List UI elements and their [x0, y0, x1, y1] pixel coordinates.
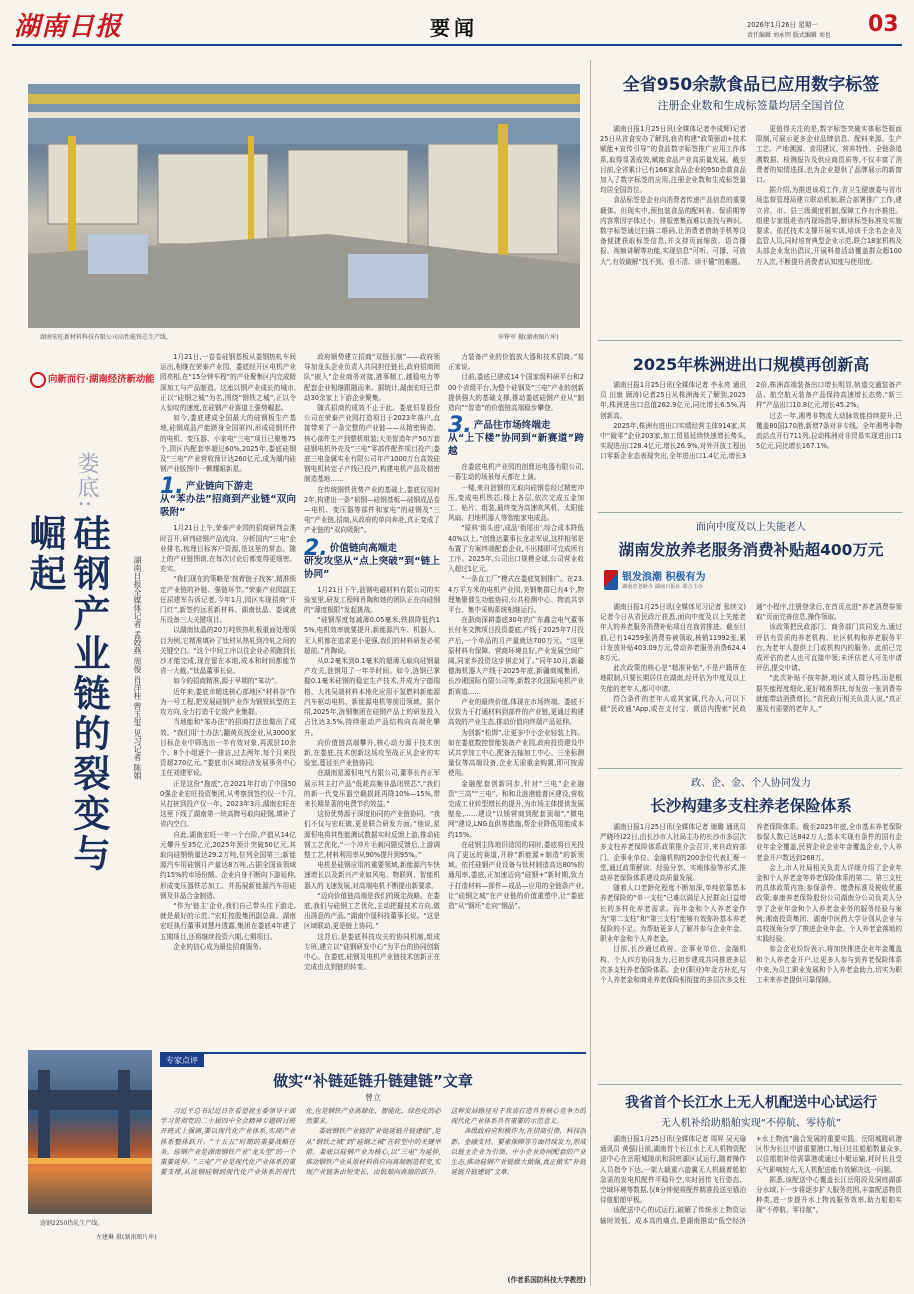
feature-paragraph: 目前,娄底已建成14个国家级科研平台和200个省级平台,为整个硅钢及“三电”产业的创新提供强大的基础支撑,推动娄底硅钢产业从“制造向”“智造”的价值链高端稳步攀登。: [448, 373, 584, 413]
drone-paragraph: 据悉,该配送中心覆盖长江岳阳段及洞庭湖部分水域,下一步将逐步扩大服务范围,丰富配送物资种类,进一步提升水上物流服务效率,助力船舶实现“不停航、零待航”。: [756, 1175, 902, 1215]
feature-col-1: [160, 352, 296, 1042]
silver-wave-logo: [604, 568, 736, 598]
hot-rolling-illustration: [28, 1050, 152, 1214]
fdp-paragraph: 更值得关注的是,数字标签突破实体标签版面限制,可展示更多企业品牌信息、配料来源、生产工艺、产地溯源、食用建议、营养特性、全链条追溯数据、检测报告及供应商资质等,不仅丰富了消费者的知情选择,也为企业提供了品牌展示的新窗口。: [756, 125, 902, 185]
zhuzhou-paragraph: 2025年,株洲有进出口实绩经营主体914家,其中“破零”企业203家,加工贸易延续快速增长势头,实现进出口28.4亿元,增长26.9%,对外开放工程出口零新企业态表现突出,全年进出口1.4亿元,增长32倍,株洲高端装备出口增长明显,轨道交通装备产品、航空航天装备产品保持高速增长态势,“新三样”产品出口10.8亿元,增长45.2%。: [600, 381, 902, 461]
feature-col-3: [448, 352, 584, 1042]
fdp-body: [600, 124, 902, 334]
feature-paragraph: “我们现在的策略是‘按着链子找客’,精准锁定产业链的补链、强链环节。”荣泰产业园副主任屈建军告诉记者,今年1月,园区实现招商“开门红”,新签约远茗新材料、湖南钛晶、娄诚液压设备三大关键项目。: [160, 575, 296, 625]
commentary-paragraph: 各级政府应积极作为,在招商引资、科技创新、金融支持、要素保障等方面持续发力,形成以链主企业为引领、中小企业协同配套的产业生态,推动硅钢产业链做大做强,真正做实“补链延链升链建链”文章。: [450, 1127, 586, 1177]
feature-paragraph: 在传统钢铁优势产业的基础上,娄底仅用时2年,构建出一条“祖钢—硅钢基板—硅钢成品卷—电机、变压器等部件和家电”的硅钢及“三电”产业链,招商,从政府的单向奔赴,真正变成了产业链的“双向吸附”。: [304, 485, 440, 535]
changsha-paragraph: 参会企业纷纷表示,将加快推进企业年金覆盖和个人养老金开户,让更多人参与到养老保险体系中来,为员工职业发展和个人养老金助力,切实为职工未来养老提供可靠保障。: [756, 945, 902, 985]
feature-paragraph: 正是这份“拖底”,在2021年打动了中国500强企业宏旺投资集团,从考察到签约仅一个月,从打桩到投产仅一年。2023年3月,湖南宏旺在这里下线了湖南第一块高牌号取向硅钢,填补了省内空白。: [160, 779, 296, 829]
feature-paragraph: “迈向价值链高端是我们的既定战略。在娄底,我们与硅钢工艺优化,主动把握技术方向,做出满意的产品。”湖南中晟科技董事长说。“这是区域联动,更是链上协同。”: [304, 891, 440, 931]
section-2-head: [304, 535, 440, 581]
newspaper-logo: 湖南日报: [14, 12, 123, 42]
feature-paragraph: 以湖南钛晶的20万吨铁热轧板重面处理项目为例,它精准填补了钛材从热轧到冷轧之间的关键空白。“这个中间工序以往企业必须跑到长沙才能完成,现在留在本地,成本和时间都能节省一大截。”钛晶董事长说。: [160, 626, 296, 676]
commentary-tag: 专家点评: [160, 1054, 204, 1067]
divider: [598, 512, 902, 513]
feature-paragraph: 产业的最终价值,体现在市场终端。娄底不仅致力于打通材料到部件的产业链,更通过构建高效的产业生态,推动价值向终端产品延伸。: [448, 697, 584, 727]
changsha-paragraph: 目前,长沙通过政府、企事业单位、金融机构、个人四方协同发力,已初步建成共同推进多层次多支柱养老保险体系。企业(职业)年金方补充,与个人养老金和商业养老保险相衔接的多层次多支柱养老保险体系。截至2025年底,全市基本养老保险参保人数已达842万人;基本实现有条件的国有企业年金全覆盖,民营企业企业年金覆盖企业,个人养老金开户数达到268万。: [600, 823, 902, 985]
feature-intro-paragraph: 如今,娄底建成全国最大的硅钢板生产基地,硅钢成品产能跻身全国第四,形成硅钢坯件的电机、变压器、小家电“三电”项目已聚集75个,园区内配套率超过60%,2025年,娄底硅钢及“三电”产业营收预计达260亿元,成为湖内硅钢产业版图中一颗耀眼新星。: [160, 414, 296, 474]
bottom-photo-credit: 左建琳 摄(湖南图片库): [96, 1234, 157, 1241]
feature-paragraph: 近年来,娄底市精选核心部地区“材料谷”作为一号工程,把发展硅钢产业作为钢铁转型的主攻方向,全力打造千亿级产业集群。: [160, 687, 296, 717]
section-1-number: 1.: [160, 474, 184, 500]
feature-paragraph: 金融配套创新同步,针对“三电”企业融资“三高”“三电”、和和北涟港能普区建设,营收完成工业转型增长的提升,为市场主体提供发展壁垒,……建设“以镁营商到配套顶端”,“微电网”建设,LNG直供等措施,帮企业降低用能成本约15%。: [448, 779, 584, 839]
section-1-title: 产业链向下游走: [185, 481, 253, 493]
fdp-paragraph: 食品标签是企业向消费者传递产品信息的重要载体。但现实中,预包装食品的配料表、保质期等内容常因字体过小、排版密集而难以查找与辨识。数字标签通过扫描二维码,让消费者借助手机等设备便捷获取标签信息,并支持页面缩放、语音播报、视频讲解等功能,实现信息“可听、可播、可放大”,有效破解“找不到、看不清、读不懂”的难题。: [600, 196, 746, 266]
section-3-title: 产品往市场终端走: [473, 420, 551, 432]
zhuzhou-body: [600, 380, 902, 506]
feature-byline: 湖南日报全媒体记者 孟姣燕 周俊 肖洋桂 曾玉玺 见习记者 陈娟: [133, 556, 142, 780]
feature-paragraph: “作为‘链主’企业,我们自己带头往下游走,就是最好的示范。”宏旺控股集团副总裁、湖南宏旺执行董事刘慧丹透露,集团在娄底4年建了五期项目,还将继续投资六期,七期项目。: [160, 901, 296, 941]
section-3-number: 3.: [448, 413, 472, 439]
feature-paragraph: 为创新“松绑”,让更多中小企业轻装上阵。如在娄底数控智能装备产业园,政府投资建设中试共享加工中心,配备五轴加工中心、三坐标测量仪等高端设备,企业无需重金购置,即可按需使用。: [448, 728, 584, 778]
feature-paragraph: 这背后,是娄底科技攻关的协同机制,组成专班,建立以“硅钢研发中心”为平台的协同创新中心。在娄底,硅钢及电机产业链技术创新正在完成由点到链的转变。: [304, 932, 440, 972]
feature-headline: 硅钢产业链的裂变与崛起: [23, 514, 110, 874]
elderly-paragraph: 此次政策的核心是“精准补贴”,不是户籍所在地限制,只要长期居住在湖南,经评估为中度及以上失能的老年人,都可申请。: [600, 664, 746, 693]
elderly-paragraph: “此次补贴不按年龄,地区或人群分档,而是根据失能程度细化,更好精准帮扶,每发放一张消费券就能带动消费增长。”省民政厅相关负责人说,“真正惠及有需要的老年人。”: [756, 674, 902, 714]
fdp-paragraph: 据介绍,为推进该项工作,省卫生健康委与省市场监督管理局建立联动机制,联合部署推广工作,建立省、市、县三级调度机制,保障工作有序推进。组建专家组赴省内现场指导,解读标签标准及实施要求。依托技术支撑开展实训,培训千余名企业及监管人员,同时培育典型企业示范,联合18家机构及头部企业发出倡议,开展科普活动覆盖群众超100万人次,不断提升消费者认知度与使用度。: [756, 186, 902, 266]
column-banner: [30, 370, 170, 392]
elderly-paragraph: 该政策把民政部门、商务部门共同发力,通过评估有资质的养老机构、社区机构和养老服务平台,为老年人提供上门或机构内的服务。此前已完成评估的老人也可直接申领;未评估老人可先申请评估,提交申请。: [756, 623, 902, 673]
changsha-body: [600, 822, 902, 1078]
commentary-body: [160, 1106, 586, 1274]
feature-paragraph: 自此,湖南宏旺一年一个台阶,产值从14亿元攀升至35亿元,2025年预计突破50亿元,其取向硅钢销量达29.2万吨,位列全国第三;新能源汽车用硅钢月产量达8万吨,占据全国该领域约15%的市场份额。企业自身不断向下游延伸,形成变压器铁芯加工、并拓展新能源汽车用硅钢及非晶合金制造。: [160, 830, 296, 900]
feature-paragraph: 1月21日上午,荣泰产业园的招商研判会准时召开,研判硅钢产品流向、分析国内“三电”企业排名,梳理目标客户资源,是这里的常态。随上的产业链图谱,在每次讨论后都变得更细密、充实。: [160, 524, 296, 574]
zhuzhou-paragraph: 过去一年,湘粤非物流大动脉效能持续提升,已覆盖80国170港,新增7条对非专线。全年湘粤非物流站点开行711列,拉动株洲对非贸易实现进出口15亿元,同比增长167.1%。: [756, 411, 902, 451]
feature-kicker: 娄底:: [74, 452, 99, 510]
column-divider: [590, 60, 591, 1286]
drone-headline: 我省首个长江水上无人机配送中心试运行: [625, 1095, 877, 1111]
silver-wave-title: 银发浪潮 积极有为: [622, 572, 706, 583]
fdp-headline: 全省950余款食品已应用数字标签: [622, 75, 880, 95]
zhuzhou-paragraph: 湖南日报1月25日讯(全媒体记者 李永亮 通讯员 田康 顾涛)记者25日从株洲海关了解到,2025年,株洲进出口总值262.9亿元,同比增长6.5%,再创新高。: [600, 381, 746, 420]
silver-wave-icon: [604, 570, 618, 590]
masthead: [0, 0, 914, 44]
changsha-paragraph: 湖南日报1月25日讯(全媒体记者 谢璐 通讯员 严晓玲)22日,由长沙市人社局主办的长沙市多层次多支柱养老保险体系政策推介会召开,来自政府部门、企事业单位、金融机构的200余位代表汇聚一堂,通过政策解读、经验分享、实地体验等形式,推动养老保险体系建设高质量发展。: [600, 823, 746, 883]
photo-caption: 湖南宏旺新材料科技有限公司高性能铁芯生产线。: [40, 334, 173, 341]
changsha-kicker: 政、企、金、个人协同发力: [691, 778, 811, 789]
feature-paragraph: 在娄底电机产业园的创鼎达电器有限公司,一幕生动的场景每天都在上演。: [448, 463, 584, 482]
fdp-subheadline: 注册企业数和生成标签量均居全国首位: [657, 99, 845, 112]
feature-paragraph: 从0.2毫米到0.1毫米的超薄无取向硅钢量产攻关,涟钢用了一年半时间。如今,涟钢已掌握0.1毫米硅钢的稳定生产技术,并成为宁德瑞格、大兆吴端材料本地化应用于氢燃料新能源汽车驱动电机、新能源电机等前沿领域。据介绍,2025年,涟钢集团在硅钢产品上的研发投入占比达3.5%,持续驱动产品结构向高端化攀升。: [304, 657, 440, 737]
silver-wave-sub: 湖南省老龄办 湖南日报社 联合主办: [622, 584, 704, 590]
feature-paragraph: 在硅钢主阵地旧造园的同时,娄底将目光投向了更远的赛道,开辟“新能源+制造”的新领域。依托硅钢产业设备与钛材制造高达80%的通用率,娄底,正加速迈向“硅钢+”新时期,致力于打造材料—部件—成品—应用的全链条产业,让“硅钢之城”在产业链的价值重塑中,让“娄底造”从“钢坯”走向“钢品”。: [448, 840, 584, 910]
elderly-headline: 湖南发放养老服务消费补贴超400万元: [618, 541, 884, 559]
hot-rolling-photo: [28, 1050, 152, 1214]
feature-paragraph: 随式招商的成效不止于此。娄底恒显股份公司在荣泰产业园打造项目于2023年落户,直接带来了一条完整的产业链——从精密铸造、核心部件生产到整机组装;大美智造年产50万套硅钢电机外壳及“三电”零部件配件项目投产;娄底三电金属实业有限公司年产1000万台高效硅钢电机转定子产线已投产,构建电机产品及精密制造基地……: [304, 404, 440, 484]
changsha-headline: 长沙构建多支柱养老保险体系: [650, 797, 852, 815]
drone-paragraph: 湖南日报1月25日讯(全媒体记者 周昇 吴天瑜 通讯员 黄强)日前,湖南首个长江水上无人机物资配送中心在岳阳城陵矶和洞庭湖区试运行,随着操作人员指令下达,一架大载重六旋翼无人机载着船舶急需的发电机配件平稳升空,实时回传飞行姿态、空域环境等数据,仅8分钟便将配件精准投送至锚泊待航船舶甲板。: [600, 1135, 746, 1205]
feature-paragraph: 一楼,来自涟钢的无取向硅钢卷经过精密冲压,变成电机铁芯;楼上各层,依次完成五金加工、贴片、组装,最终变为高速吹风机、太阳能风扇、扫地机器人等智能家电成品。: [448, 483, 584, 523]
column-banner-icon: [30, 372, 46, 388]
feature-paragraph: “一条直工厂”模式在娄底复制推广。在23.4万平方米的电机产业园,美钢集群已有4个,物理集聚催生功能协同,公共检测中心、物流共享平台、集中采购系统相继运行。: [448, 575, 584, 615]
page-number: 03: [868, 12, 899, 37]
section-2-number: 2.: [304, 535, 328, 561]
elderly-paragraph: 符合条件的老年人或其家属,代办人,可以下载“民政通”App,或在支付宝、微信内搜索“民政通”小程序,注册登录后,在首页点进“养老消费券领取”页面完善信息,操作领取。: [600, 603, 902, 714]
changsha-paragraph: 会上,市人社局相关负责人详细介绍了企业年金和个人养老金等养老保险体系的第二、第三支柱的具体政策内容;参保条件、缴费标准及税收优惠政策;泰康养老保险股份公司湖南分公司负责人分享了企业年金和个人养老金业务的服务经验与案例;湘南投资集团、湖南中医药大学分别从企业与高校视角分享了推进企业年金、个人养老金落地的实践经验。: [756, 863, 902, 944]
issue-date: 2026年1月26日 星期一: [747, 21, 819, 29]
factory-illustration: [28, 84, 580, 328]
factory-photo: [28, 84, 580, 328]
photo-credit: 申铮军 摄(湖南图片库): [498, 334, 559, 341]
feature-paragraph: 在湖南星源恒电气有限公司,董事长肖正军展示其主打产品“低耗高频非晶闭铁芯”,“我们的新一代变压器空载损耗再降10%—15%,带来长期显著的电费节约效益。”: [304, 769, 440, 808]
changsha-paragraph: 随着人口老龄化程度不断加深,单纯依靠基本养老保险的“单一支柱”已难以满足人民群众日益增长的多样化养老需求。而年金和个人养老金作为“第二支柱”和“第三支柱”能够有效弥补基本养老保险的不足。为帮助更多人了解并参与企业年金、职业年金和个人养老金。: [600, 884, 746, 944]
feature-col-2: [304, 352, 440, 1042]
section-1-subtitle: 从“苯办法”招商到产业链“双向吸附”: [160, 494, 296, 519]
commentary-author: 曾立: [365, 1093, 381, 1102]
section-3-subtitle: 从“上下楼”协同到“新赛道”跨越: [448, 433, 584, 458]
feature-intro-paragraph: 1月21日,一卷卷硅钢基板从娄钢热轧车间运出,相继在荣泰产业园、娄底经开区电机产业园亮相,在“15分钟车程”的产业聚集区内完成精深加工与产品制造。这座以钢产业成长的城市,正以“硅钢之城”为名,围绕“钢铁之城”,正以令人惊叹的速度,在硅钢产业赛道上强势崛起。: [160, 353, 296, 413]
feature-paragraph: 企业的信心成为最佳招商服务。: [173, 942, 266, 951]
divider: [598, 1084, 902, 1085]
feature-paragraph: 1月21日下午,涟钢电磁材料有限公司的实验室里,研发工程师肖陶和她的团队正在向硅钢的“薄度极限”发起挑战。: [304, 585, 440, 615]
masthead-rule: [12, 44, 902, 46]
section-3-head: [448, 413, 584, 458]
drone-body: [600, 1134, 902, 1284]
feature-paragraph: “硅钢厚度每减薄0.05毫米,铁损降低约15%,电机效率就要提升,新能源汽车、机器人、无人机都在追求更小更强,我们的材料研发必须超前。”肖陶说。: [304, 616, 440, 655]
section-1-head: [160, 474, 296, 519]
feature-paragraph: 电机是硅钢应用的重要领域,新能源汽车快速增长以及新兴产业如风电、物联网、智能机器人的飞速发展,对高端电机不断提出新要求。: [304, 861, 440, 890]
drone-subheadline: 无人机补给助船舶实现“不停航、零待航”: [660, 1118, 842, 1129]
feature-paragraph: 向价值链高端攀升,核心动力源于技术创新,在娄底,技术创新这场攻坚战正从企业的实验室,蔓延至产业链协同。: [304, 738, 440, 768]
feature-paragraph: 力装备产业的价值放大器和技术招商。”易正家说。: [448, 353, 584, 372]
zhuzhou-headline: 2025年株洲进出口规模再创新高: [632, 355, 870, 374]
editor-credits: 责任编辑 刘永明 版式编辑 刘也: [747, 32, 831, 39]
elderly-body: [600, 602, 902, 752]
section-title: 要闻: [430, 16, 478, 40]
feature-paragraph: 这份优势源于深度协同的产业链协同。“我们不仅与宏旺做,更是联合研发方面。”他说,星源恒电将其性能测试数据实时反馈上游,推动硅钢工艺优化,“一个冲片毛刺问题反馈后,上游调整工艺,材料利用率从90%提升到95%。”: [304, 810, 440, 859]
commentary-title: 做实“补链延链升链建链”文章: [273, 1072, 473, 1090]
bottom-photo-caption: 涟钢2250热轧生产线。: [40, 1220, 104, 1227]
commentary-paragraph: 习近平总书记近日在看望视主委领导干部学习贯彻党的二十届四中全会精神专题研讨班开班式上强调,要以现代化产业体系,实现产业体系整体跃升。“十五五”时期的重要战略任务。硅钢产业是湖南钢铁产业“龙头型”的一个重要延伸。“三电”产业是现代化产业体系的重要支撑,从涟钢硅钢到现代化产业体系的现代化,也是钢铁产业高端化、智能化、绿色化的必然要求。: [160, 1107, 441, 1177]
feature-paragraph: “原料‘街头进’,成品‘街尾出’,综合成本降低40%以上。”创鼎达董事长龙志军说,这样相邻是布置了方案终端配套企业,不出楼即可完成所有工序。2025年,公司出口规模全球,公司营业收入超过1亿元。: [448, 524, 584, 574]
feature-paragraph: 如今的招商精准,源于早期的“笨功”。: [173, 677, 282, 686]
column-banner-label: 向新而行·湖南经济新动能: [48, 374, 155, 385]
commentary-box: [160, 1052, 586, 1286]
divider: [598, 768, 902, 769]
drone-paragraph: 该配送中心的试运行,破解了传统水上物资运输时效低、成本高的痛点,是湖南推动“低空经济+水上物流”融合发展的重要实践。岳阳城陵矶港区作为长江中游重要港口,每日过往船舶数量众多,以往船舶补给需靠港或通过小艇运输,耗时长且受天气影响较大,无人机配送能有效解决这一问题。: [600, 1135, 902, 1225]
feature-paragraph: 在浙商深耕娄底30年的广东鑫会电气董事长付冬文携项目投资娄底,产线于2025年7月投产后,一个单品的月产量就达700万元。“这里原材料有保障、营商环境良好,产业发展空间广阔,同家乡投资这步棋走对了。”同年10月,新疆德海机器人产线于2025年底,新疆商城集团、长沙湘国际有限公司等,新数字化国际电机产业新赛道……: [448, 616, 584, 696]
feature-paragraph: 政府顺势建立招商“双链长制”——政府领导加龙头企业负责人共同担任链长,政府招商团队“嵌入”企业商务对接,港事精工,越稳电力等配套企业相继跟随而来。据统计,湖南宏旺已带动30余家上下游企业聚集。: [304, 353, 440, 402]
elderly-kicker: 面向中度及以上失能老人: [696, 522, 806, 533]
elderly-paragraph: 湖南日报1月25日讯(全媒体见习记者 张续文)记者今日从省民政厅获悉,面向中度及以上失能老年人的养老服务消费补贴项目在我省推进。截至目前,已有14259张消费券被领取,核销11992张,累计发放补贴403.09万元,带动养老服务消费624.48万元。: [600, 603, 746, 663]
commentary-author-note: (作者系国防科技大学教授): [507, 1276, 586, 1284]
section-2-subtitle: 研发攻坚从“点上突破”到“链上协同”: [304, 555, 440, 580]
commentary-paragraph: 娄底钢铁产业链的“补链延链升链建链”,是从“钢铁之城”到“硅钢之城”在转型中的关键举措。娄底以硅钢产业为核心,以“三电”为延伸,推动钢铁产业从原材料供应向高端制造转变,实现产业链条由短变长、由低端向高端的跃升。这种发展路径对于我省打造具有核心竞争力的现代化产业体系具有重要的示范意义。: [305, 1107, 586, 1177]
feature-paragraph: 当地能和“笨办法”的招商打法也做出了成效。“我们用‘土办法’,翻黄页找企业,从3000家目标企业中筛选出一半有效对象,再派驻10余个、8个小组逐个一排访,过去两年,每个月来投资超270亿元。”娄底市区域经济发展事务中心主任刘建军说。: [160, 718, 296, 778]
fdp-paragraph: 湖南日报1月25日讯(全媒体记者李成辉)记者25日从省食安办了解到,我省构建“政策驱动+技术赋能+宣传引导”的食品数字标签推广应用工作体系,取得显著成效,赋能食品产业高质量发展。截至目前,全省累计已有166家食品企业的950余款食品加入了数字标签的应用,注册企业数和生成标签量均居全国首位。: [600, 125, 746, 195]
section-2-title: 价值链向高端走: [329, 542, 397, 554]
divider: [598, 340, 902, 341]
